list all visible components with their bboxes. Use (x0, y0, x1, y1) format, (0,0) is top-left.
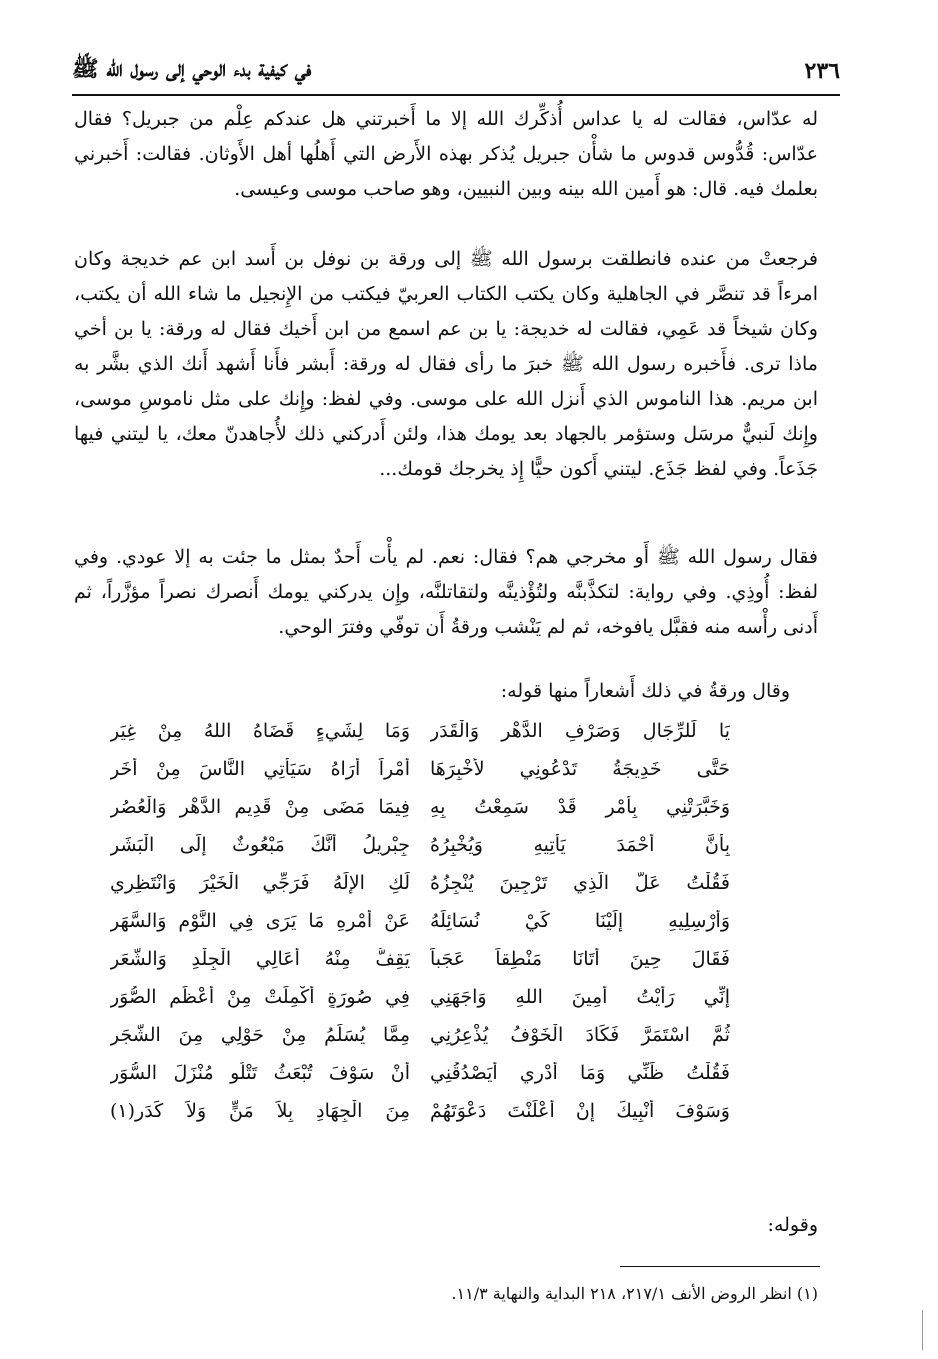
verse (110, 826, 730, 864)
paragraph-3: فقال رسول الله ﷺ أَو مخرجي هم؟ فقال: نعم. لم يأْت أَحدٌ بمثل ما جئت به إلا عودي. وفي لفظ: أُوذِي. وفي رواية: لتكذَّبنَّه ولتُؤْذينَّه ولتقاتلنَّه، وإِن يدركني يومك أَنصرك نصراً مؤزَّراً، ثم أَدنى رأْسه منه فقبَّل يافوخه، ثم لم يَنْشب ورقةُ أَن توفّي وفترَ الوحي. (74, 546, 818, 638)
verse-second-hemistich: لَكِ الإِلَهُ فَرَجِّي الْخَيْرَ وَانْتَظِرِي (110, 872, 410, 894)
verse-first-hemistich: ثُمَّ اسْتَمَرَّ فَكَادَ الْخَوْفُ يُذْعِرُنِي (430, 1024, 730, 1046)
closing-line: وقوله: (767, 1214, 818, 1236)
verse (110, 1092, 730, 1130)
verse (110, 788, 730, 826)
footnote-rule (620, 1266, 820, 1267)
verse (110, 902, 730, 940)
verse-first-hemistich: فَقَالَ حِينَ أَتَانَا مَنْطِقاً عَجَباً (430, 948, 730, 970)
running-title: في كيفية بدء الوحي إلى رسول الله ﷺ (72, 56, 312, 82)
scan-margin-mark (922, 1310, 923, 1350)
verse (110, 750, 730, 788)
verse-first-hemistich: إِنِّي رَأَيْتُ أَمِينَ اللهِ وَاجَهَنِي (430, 986, 730, 1008)
verse-second-hemistich: جِبْرِيلُ أَنَّكَ مَبْعُوثٌ إِلَى الْبَشَرِ (110, 834, 410, 856)
paragraph-1: له عدّاس، فقالت له يا عداس أُذكِّرك الله إلا ما أَخبرتني هل عندكم عِلْم من جبريل؟ فقال عدّاس: قُدُّوس قدوس ما شأْن جبريل يُذكر بهذه الأَرض التي أَهلُها أهل الأَوثان. فقالت: أَخبرني بعلمك فيه. قال: هو أَمين الله بينه وبين النبيين، وهو صاحب موسى وعيسى. (74, 108, 818, 200)
verse (110, 712, 730, 750)
footnote: (١) انظر الروض الأنف ٢١٧/١، ٢١٨ البداية والنهاية ١١/٣. (451, 1284, 818, 1303)
verse-first-hemistich: فَقُلْتُ ظَنِّي وَمَا أَدْرِي أَيَصْدُقُنِي (430, 1062, 730, 1084)
verse-first-hemistich: فَقُلْتُ عَلَّ الَّذِي تَرْجِينَ يُنْجِزُهُ (430, 872, 730, 894)
verse-second-hemistich: أَمْراً أَرَاهُ سَيَأْتِي النَّاسَ مِنْ أُخَرِ (110, 758, 410, 780)
verse (110, 940, 730, 978)
verse-second-hemistich: فِي صُورَةٍ أُكْمِلَتْ مِنْ أَعْظَمِ الصُّوَرِ (110, 986, 410, 1008)
verse-second-hemistich: يَقِفُّ مِنْهُ أَعَالِي الْجِلْدِ وَالشَّعَرِ (110, 948, 410, 970)
verse-first-hemistich: بِأَنَّ أَحْمَدَ يَأْتِيهِ وَيُخْبِرُهُ (430, 834, 730, 856)
verse-first-hemistich: يَا لَلرِّجَالِ وَصَرْفِ الدَّهْرِ وَالْقَدَرِ (430, 720, 730, 742)
header-rule (72, 94, 840, 96)
verse-second-hemistich: عَنْ أَمْرِهِ مَا يَرَى فِي النَّوْمِ وَالسَّهَرِ (110, 910, 410, 932)
verse-first-hemistich: وَسَوْفَ أُنْبِيكَ إِنْ أَعْلَنْتَ دَعْوَتَهُمْ (430, 1100, 730, 1122)
verse-second-hemistich: وَمَا لِشَيءٍ قَضَاهُ اللهُ مِنْ غِيَرِ (110, 720, 410, 742)
verse-second-hemistich: مِنَ الْجِهَادِ بِلاَ مَنٍّ وَلاَ كَدَرِ(١) (110, 1100, 410, 1122)
verse-second-hemistich: مِمَّا يُسَلِّمُ مِنْ حَوْلِي مِنَ الشَّجَرِ (110, 1024, 410, 1046)
verse-second-hemistich: فِيمَا مَضَى مِنْ قَدِيمِ الدَّهْرِ وَالْعُصُرِ (110, 796, 410, 818)
verse-first-hemistich: حَتَّى خَدِيجَةُ تَدْعُونِي لأُخْبِرَهَا (430, 758, 730, 780)
poem (110, 712, 730, 1130)
page-number: ٢٣٦ (804, 58, 840, 84)
verse-second-hemistich: أَنْ سَوْفَ تُبْعَثُ تَتْلُو مُنْزَلَ السُّوَرِ (110, 1062, 410, 1084)
poem-intro: وقال ورقةُ في ذلك أَشعاراً منها قوله: (500, 680, 790, 702)
verse (110, 864, 730, 902)
paragraph-2: فرجعتْ من عنده فانطلقت برسول الله ﷺ إلى ورقة بن نوفل بن أَسد ابن عم خديجة وكان امرءاً قد تنصَّر في الجاهلية وكان يكتب الكتاب العربيّ فيكتب من الإِنجيل ما شاء الله أن يكتب، وكان شيخاً قد عَمِي، فقالت له خديجة: يا بن عم اسمع من ابن أَخيك فقال له ورقة: يا بن أخي ماذا ترى. فأَخبره رسول الله ﷺ خبرَ ما رأى فقال له ورقة: أَبشر فأَنا أَشهد أَنك الذي بشَّر به ابن مريم. هذا الناموس الذي أَنزل الله على موسى. وفي لفظ: وإِنك على مثل ناموسِ موسى، وإِنك لَنبيٌّ مرسَل وستؤمر بالجهاد بعد يومك هذا، ولئن أَدركني ذلك لأُجاهدنّ معك، يا ليتني فيها جَذَعاً. وفي لفظ جَذَع. ليتني أَكون حيًّا إِذ يخرجك قومك... (74, 248, 818, 480)
verse-first-hemistich: وَأَرْسِلِيهِ إِلَيْنَا كَيْ نُسَائِلَهُ (430, 910, 730, 932)
verse (110, 1054, 730, 1092)
verse (110, 978, 730, 1016)
verse-first-hemistich: وَخَبَّرَتْنِي بِأَمْرٍ قَدْ سَمِعْتُ بِهِ (430, 796, 730, 818)
running-header (72, 52, 840, 90)
verse (110, 1016, 730, 1054)
